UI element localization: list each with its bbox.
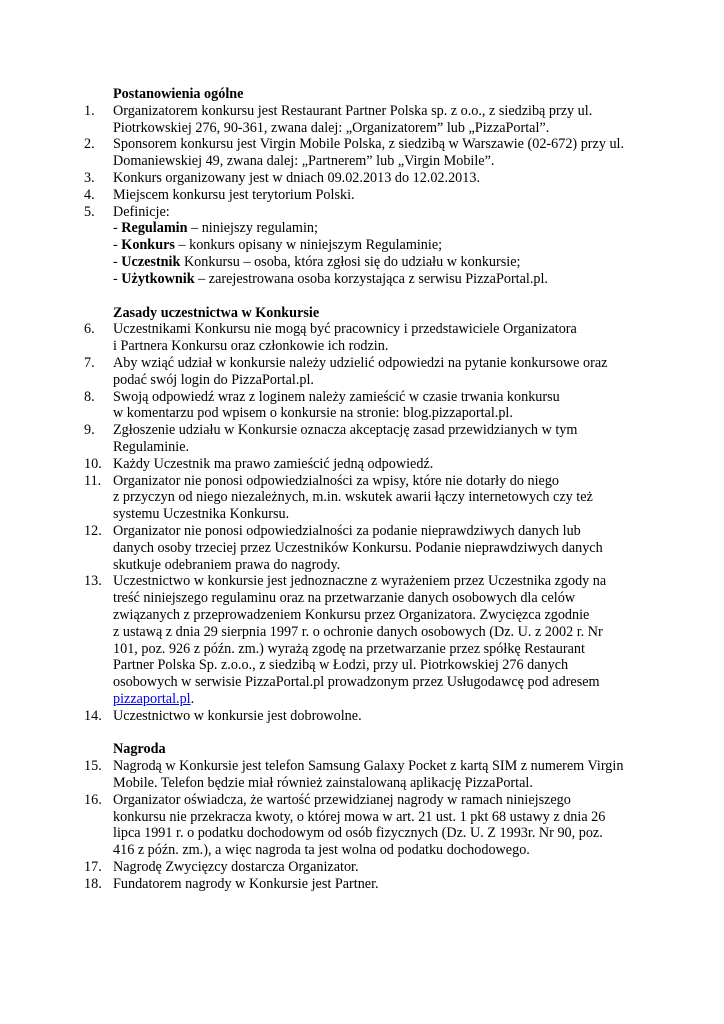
list-item-text bbox=[113, 422, 653, 456]
text-line: Sponsorem konkursu jest Virgin Mobile Polska, z siedzibą w Warszawie (02-672) przy ul. bbox=[113, 136, 625, 153]
definition-indent bbox=[0, 271, 113, 288]
text-line: Definicje: bbox=[113, 203, 170, 220]
list-item-number: 4. bbox=[84, 186, 95, 203]
definition-item bbox=[0, 220, 724, 237]
text-line: Nagrodę Zwycięzcy dostarcza Organizator. bbox=[113, 859, 359, 876]
text-line: z przyczyn od niego niezależnych, m.in. wskutek awarii łączy internetowych czy też bbox=[113, 489, 593, 506]
list-item-number: 12. bbox=[84, 522, 102, 539]
text-line: Mobile. Telefon będzie miał również zainstalowaną aplikację PizzaPortal. bbox=[113, 775, 533, 792]
text-line: Uczestnictwo w konkursie jest dobrowolne. bbox=[113, 707, 362, 724]
list-item bbox=[0, 473, 724, 523]
list-item-number: 17. bbox=[84, 859, 102, 876]
text-line: Piotrkowskiej 276, 90-361, zwana dalej: „Organizatorem” lub „PizzaPortal”. bbox=[113, 119, 550, 136]
section-spacer bbox=[0, 288, 724, 305]
text-line: Miejscem konkursu jest terytorium Polski. bbox=[113, 186, 355, 203]
list-item-number: 10. bbox=[84, 455, 102, 472]
definition-term: Regulamin bbox=[121, 220, 188, 237]
list-item-text bbox=[113, 456, 653, 473]
list-item-text bbox=[113, 758, 653, 792]
text-line: Domaniewskiej 49, zwana dalej: „Partnerem” lub „Virgin Mobile”. bbox=[113, 153, 495, 170]
list-item-text bbox=[113, 187, 653, 204]
list-item bbox=[0, 103, 724, 137]
text-line: Uczestnikami Konkursu nie mogą być pracownicy i przedstawiciele Organizatora bbox=[113, 321, 577, 338]
list-item bbox=[0, 204, 724, 221]
text-line: Aby wziąć udział w konkursie należy udzielić odpowiedzi na pytanie konkursowe oraz bbox=[113, 354, 608, 371]
list-item bbox=[0, 136, 724, 170]
definition-term: Konkurs bbox=[121, 237, 175, 254]
text-line: konkursu nie przekracza kwoty, o której mowa w art. 21 ust. 1 pkt 68 ustawy z dnia 26 bbox=[113, 808, 606, 825]
text-line: 416 z późn. zm.), a więc nagroda ta jest wolna od podatku dochodowego. bbox=[113, 842, 530, 859]
definition-item bbox=[0, 254, 724, 271]
section-spacer bbox=[0, 724, 724, 741]
definition-text: - Konkurs – konkurs opisany w niniejszym Regulaminie; bbox=[113, 237, 443, 254]
definition-item bbox=[0, 271, 724, 288]
list-item-number: 11. bbox=[84, 472, 102, 489]
text-line: 101, poz. 926 z późn. zm.) wyrażą zgodę na przetwarzanie przez spółkę Restaurant bbox=[113, 640, 585, 657]
text-line: Konkurs organizowany jest w dniach 09.02.2013 do 12.02.2013. bbox=[113, 169, 480, 186]
list-item bbox=[0, 523, 724, 573]
text-line: skutkuje odebraniem prawa do nagrody. bbox=[113, 556, 341, 573]
text-line: Każdy Uczestnik ma prawo zamieścić jedną odpowiedź. bbox=[113, 455, 434, 472]
text-line: osobowych w serwisie PizzaPortal.pl prowadzonym przez Usługodawcę pod adresem bbox=[113, 674, 600, 691]
list-item bbox=[0, 758, 724, 792]
text-line: Fundatorem nagrody w Konkursie jest Partner. bbox=[113, 875, 379, 892]
list-item-text bbox=[113, 876, 653, 893]
list-item-text bbox=[113, 708, 653, 725]
list-item-text bbox=[113, 389, 653, 423]
list-item-text bbox=[113, 523, 653, 573]
list-item-number: 13. bbox=[84, 573, 102, 590]
list-item-number: 6. bbox=[84, 321, 95, 338]
list-item-text bbox=[113, 859, 653, 876]
list-item bbox=[0, 170, 724, 187]
list-item bbox=[0, 456, 724, 473]
text-line: w komentarzu pod wpisem o konkursie na stronie: blog.pizzaportal.pl. bbox=[113, 405, 513, 422]
text-line: danych osoby trzeciej przez Uczestników Konkursu. Podanie nieprawdziwych danych bbox=[113, 539, 603, 556]
list-item-text bbox=[113, 170, 653, 187]
list-item-text bbox=[113, 473, 653, 523]
regulations-document bbox=[0, 86, 724, 893]
definition-indent bbox=[0, 254, 113, 271]
list-item bbox=[0, 355, 724, 389]
text-line: Regulaminie. bbox=[113, 438, 190, 455]
text-line: Organizator nie ponosi odpowiedzialności za podanie nieprawdziwych danych lub bbox=[113, 522, 581, 539]
list-item-text bbox=[113, 204, 653, 221]
section-heading: Postanowienia ogólne bbox=[113, 86, 244, 102]
section-heading: Zasady uczestnictwa w Konkursie bbox=[113, 304, 320, 321]
pizzaportal-link[interactable]: pizzaportal.pl bbox=[113, 690, 191, 707]
text-line: Swoją odpowiedź wraz z loginem należy zamieścić w czasie trwania konkursu bbox=[113, 388, 560, 405]
list-item-number: 1. bbox=[84, 102, 95, 119]
list-item-number: 3. bbox=[84, 169, 95, 186]
list-item-number: 16. bbox=[84, 791, 102, 808]
list-item-number: 9. bbox=[84, 422, 95, 439]
list-item bbox=[0, 876, 724, 893]
text-line: Organizator oświadcza, że wartość przewidzianej nagrody w ramach niniejszego bbox=[113, 791, 571, 808]
list-item bbox=[0, 792, 724, 859]
list-item-number: 15. bbox=[84, 758, 102, 775]
list-item-text bbox=[113, 103, 653, 137]
text-line: Uczestnictwo w konkursie jest jednoznaczne z wyrażeniem przez Uczestnika zgody na bbox=[113, 573, 607, 590]
definition-text: - Regulamin – niniejszy regulamin; bbox=[113, 220, 318, 237]
text-line: podać swój login do PizzaPortal.pl. bbox=[113, 371, 314, 388]
list-item bbox=[0, 422, 724, 456]
list-item-text bbox=[113, 573, 653, 707]
list-item-number: 2. bbox=[84, 136, 95, 153]
list-item bbox=[0, 573, 724, 707]
definition-item bbox=[0, 237, 724, 254]
list-item-number: 18. bbox=[84, 875, 102, 892]
list-item bbox=[0, 187, 724, 204]
text-line: treść niniejszego regulaminu oraz na przetwarzanie danych osobowych dla celów bbox=[113, 590, 576, 607]
list-item bbox=[0, 859, 724, 876]
text-line: Nagrodą w Konkursie jest telefon Samsung Galaxy Pocket z kartą SIM z numerem Virgin bbox=[113, 758, 624, 775]
text-line: Zgłoszenie udziału w Konkursie oznacza akceptację zasad przewidzianych w tym bbox=[113, 422, 578, 439]
list-item-number: 7. bbox=[84, 354, 95, 371]
text-line: systemu Uczestnika Konkursu. bbox=[113, 506, 290, 523]
list-item bbox=[0, 389, 724, 423]
text-line: pizzaportal.pl. bbox=[113, 690, 195, 707]
definition-text: - Użytkownik – zarejestrowana osoba korzystająca z serwisu PizzaPortal.pl. bbox=[113, 270, 548, 287]
list-item-number: 14. bbox=[84, 707, 102, 724]
text-line: Organizator nie ponosi odpowiedzialności za wpisy, które nie dotarły do niego bbox=[113, 472, 560, 489]
list-item-text bbox=[113, 355, 653, 389]
section-heading: Nagroda bbox=[113, 741, 166, 758]
definition-text: - Uczestnik Konkursu – osoba, która zgłosi się do udziału w konkursie; bbox=[113, 253, 521, 270]
text-line: i Partnera Konkursu oraz członkowie ich rodzin. bbox=[113, 338, 389, 355]
list-item-number: 5. bbox=[84, 203, 95, 220]
list-item bbox=[0, 321, 724, 355]
list-item bbox=[0, 708, 724, 725]
definition-indent bbox=[0, 220, 113, 237]
definition-term: Użytkownik bbox=[121, 270, 195, 287]
definition-indent bbox=[0, 237, 113, 254]
list-item-text bbox=[113, 136, 653, 170]
list-item-text bbox=[113, 792, 653, 859]
definition-term: Uczestnik bbox=[121, 253, 181, 270]
text-line: lipca 1991 r. o podatku dochodowym od osób fizycznych (Dz. U. Z 1993r. Nr 90, poz. bbox=[113, 825, 603, 842]
text-line: z ustawą z dnia 29 sierpnia 1997 r. o ochronie danych osobowych (Dz. U. z 2002 r. Nr bbox=[113, 623, 603, 640]
text-line: Organizatorem konkursu jest Restaurant Partner Polska sp. z o.o., z siedzibą przy ul. bbox=[113, 102, 593, 119]
text-line: Partner Polska Sp. z.o.o., z siedzibą w Łodzi, przy ul. Piotrkowskiej 276 danych bbox=[113, 657, 569, 674]
list-item-number: 8. bbox=[84, 388, 95, 405]
text-line: związanych z przeprowadzeniem Konkursu przez Organizatora. Zwycięzca zgodnie bbox=[113, 606, 590, 623]
list-item-text bbox=[113, 321, 653, 355]
